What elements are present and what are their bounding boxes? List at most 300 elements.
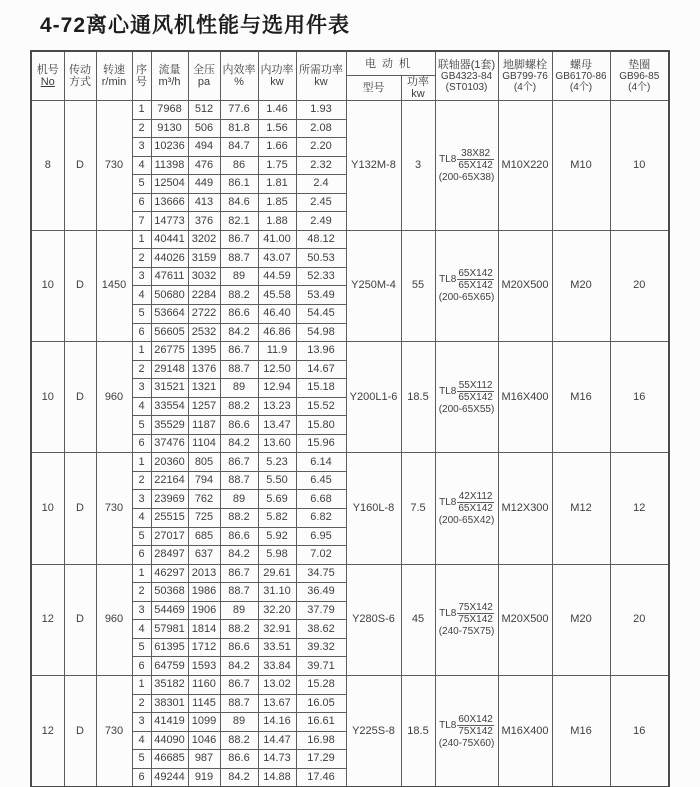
internal-power-cell: 1.75 [258,156,296,175]
seq-cell: 2 [132,249,151,268]
seq-cell: 1 [132,230,151,249]
speed-cell: 960 [96,564,132,675]
seq-cell: 2 [132,360,151,379]
pressure-cell: 1593 [188,657,220,676]
washer-cell: 20 [610,230,669,341]
coupling-designation: TL8 $\frac{42X112}{65X142}$ [439,491,493,515]
motor-model-cell: Y160L-8 [346,453,401,564]
internal-power-cell: 1.88 [258,212,296,231]
pressure-cell: 506 [188,119,220,138]
required-power-cell: 15.18 [296,379,346,398]
efficiency-cell: 86.7 [220,675,258,694]
internal-power-cell: 1.46 [258,101,296,120]
pressure-cell: 762 [188,490,220,509]
required-power-cell: 2.45 [296,193,346,212]
coupling-note: (200-65X38) [438,171,495,183]
required-power-cell: 36.49 [296,583,346,602]
pressure-cell: 1395 [188,342,220,361]
motor-model-cell: Y132M-8 [346,101,401,231]
washer-cell: 20 [610,564,669,675]
pressure-cell: 637 [188,546,220,565]
col-header-coupling: 联轴器(1套) GB4323-84 (ST0103) [435,51,498,101]
flow-cell: 7968 [151,101,188,120]
efficiency-cell: 89 [220,713,258,732]
efficiency-cell: 88.7 [220,249,258,268]
seq-cell: 3 [132,601,151,620]
pressure-cell: 1145 [188,694,220,713]
efficiency-cell: 88.2 [220,397,258,416]
required-power-cell: 2.49 [296,212,346,231]
efficiency-cell: 84.2 [220,657,258,676]
required-power-cell: 15.52 [296,397,346,416]
table-row [31,342,669,361]
speed-cell: 730 [96,453,132,564]
anchor-bolt-cell: M16X400 [498,675,552,787]
pressure-cell: 494 [188,138,220,157]
flow-cell: 26775 [151,342,188,361]
coupling-cell [435,230,498,341]
internal-power-cell: 5.23 [258,453,296,472]
required-power-cell: 2.32 [296,156,346,175]
col-header-motor-model: 型号 [346,76,401,101]
efficiency-cell: 84.2 [220,323,258,342]
pressure-cell: 1814 [188,620,220,639]
table-row [31,101,669,120]
flow-cell: 38301 [151,694,188,713]
flow-cell: 23969 [151,490,188,509]
flow-cell: 54469 [151,601,188,620]
required-power-cell: 17.29 [296,750,346,769]
seq-cell: 1 [132,101,151,120]
seq-cell: 4 [132,156,151,175]
internal-power-cell: 5.69 [258,490,296,509]
efficiency-cell: 88.7 [220,471,258,490]
flow-cell: 28497 [151,546,188,565]
motor-power-cell: 18.5 [401,675,435,787]
coupling-note: (200-65X55) [438,403,495,415]
internal-power-cell: 43.07 [258,249,296,268]
required-power-cell: 38.62 [296,620,346,639]
seq-cell: 1 [132,453,151,472]
required-power-cell: 50.53 [296,249,346,268]
col-header-washer: 垫圈 GB96-85 (4个) [610,51,669,101]
seq-cell: 4 [132,509,151,528]
internal-power-cell: 11.9 [258,342,296,361]
flow-cell: 10236 [151,138,188,157]
internal-power-cell: 13.02 [258,675,296,694]
efficiency-cell: 86.6 [220,638,258,657]
internal-power-cell: 46.40 [258,305,296,324]
required-power-cell: 2.4 [296,175,346,194]
motor-power-cell: 45 [401,564,435,675]
efficiency-cell: 86 [220,156,258,175]
col-header-pressure: 全压 pa [188,51,220,101]
required-power-cell: 2.08 [296,119,346,138]
required-power-cell: 14.67 [296,360,346,379]
required-power-cell: 17.46 [296,768,346,787]
internal-power-cell: 14.47 [258,731,296,750]
motor-power-cell: 7.5 [401,453,435,564]
seq-cell: 2 [132,471,151,490]
internal-power-cell: 29.61 [258,564,296,583]
speed-cell: 730 [96,101,132,231]
flow-cell: 46297 [151,564,188,583]
seq-cell: 6 [132,657,151,676]
col-header-motor-group: 电动机 [346,51,435,76]
seq-cell: 3 [132,490,151,509]
anchor-bolt-cell: M16X400 [498,342,552,453]
internal-power-cell: 13.67 [258,694,296,713]
pressure-cell: 2722 [188,305,220,324]
seq-cell: 6 [132,546,151,565]
drive-cell: D [64,101,96,231]
col-header-anchor-bolt: 地脚螺栓 GB799-76 (4个) [498,51,552,101]
washer-cell: 16 [610,342,669,453]
coupling-designation: TL8 $\frac{65X142}{65X142}$ [439,268,493,292]
col-header-nut: 螺母 GB6170-86 (4个) [552,51,610,101]
seq-cell: 3 [132,138,151,157]
pressure-cell: 1187 [188,416,220,435]
required-power-cell: 6.82 [296,509,346,528]
efficiency-cell: 84.7 [220,138,258,157]
flow-cell: 47611 [151,267,188,286]
washer-cell: 12 [610,453,669,564]
required-power-cell: 16.98 [296,731,346,750]
efficiency-cell: 89 [220,267,258,286]
flow-cell: 14773 [151,212,188,231]
coupling-note: (240-75X75) [438,626,495,638]
seq-cell: 3 [132,267,151,286]
required-power-cell: 16.05 [296,694,346,713]
pressure-cell: 805 [188,453,220,472]
nut-cell: M20 [552,564,610,675]
required-power-cell: 52.33 [296,267,346,286]
seq-cell: 4 [132,286,151,305]
col-header-flow: 流量 m³/h [151,51,188,101]
table-row [31,564,669,583]
internal-power-cell: 1.56 [258,119,296,138]
internal-power-cell: 1.81 [258,175,296,194]
seq-cell: 5 [132,416,151,435]
efficiency-cell: 86.7 [220,230,258,249]
seq-cell: 4 [132,397,151,416]
seq-cell: 6 [132,193,151,212]
col-header-seq: 序 号 [132,51,151,101]
required-power-cell: 15.80 [296,416,346,435]
seq-cell: 6 [132,434,151,453]
flow-cell: 49244 [151,768,188,787]
flow-cell: 9130 [151,119,188,138]
coupling-cell [435,564,498,675]
coupling-designation: TL8 $\frac{38X82}{65X142}$ [439,147,493,171]
efficiency-cell: 86.6 [220,750,258,769]
pressure-cell: 919 [188,768,220,787]
pressure-cell: 1160 [188,675,220,694]
internal-power-cell: 5.98 [258,546,296,565]
header-row-1 [31,51,669,76]
anchor-bolt-cell: M12X300 [498,453,552,564]
required-power-cell: 6.95 [296,527,346,546]
pressure-cell: 2284 [188,286,220,305]
internal-power-cell: 1.85 [258,193,296,212]
pressure-cell: 376 [188,212,220,231]
seq-cell: 6 [132,768,151,787]
anchor-bolt-cell: M20X500 [498,564,552,675]
speed-cell: 1450 [96,230,132,341]
seq-cell: 3 [132,713,151,732]
pressure-cell: 476 [188,156,220,175]
required-power-cell: 15.96 [296,434,346,453]
drive-cell: D [64,230,96,341]
pressure-cell: 1906 [188,601,220,620]
internal-power-cell: 14.73 [258,750,296,769]
required-power-cell: 6.45 [296,471,346,490]
internal-power-cell: 33.51 [258,638,296,657]
internal-power-cell: 12.94 [258,379,296,398]
pressure-cell: 1257 [188,397,220,416]
required-power-cell: 16.61 [296,713,346,732]
required-power-cell: 48.12 [296,230,346,249]
internal-power-cell: 5.92 [258,527,296,546]
seq-cell: 1 [132,564,151,583]
flow-cell: 44090 [151,731,188,750]
pressure-cell: 1321 [188,379,220,398]
flow-cell: 57981 [151,620,188,639]
pressure-cell: 3202 [188,230,220,249]
coupling-cell [435,101,498,231]
efficiency-cell: 84.2 [220,434,258,453]
efficiency-cell: 81.8 [220,119,258,138]
drive-cell: D [64,453,96,564]
flow-cell: 31521 [151,379,188,398]
internal-power-cell: 32.91 [258,620,296,639]
col-header-motor-power: 功率kw [401,76,435,101]
col-header-drive: 传动 方式 [64,51,96,101]
flow-cell: 27017 [151,527,188,546]
pressure-cell: 1712 [188,638,220,657]
motor-model-cell: Y200L1-6 [346,342,401,453]
internal-power-cell: 14.16 [258,713,296,732]
internal-power-cell: 12.50 [258,360,296,379]
seq-cell: 3 [132,379,151,398]
coupling-note: (240-75X60) [438,737,495,749]
efficiency-cell: 88.2 [220,731,258,750]
flow-cell: 56605 [151,323,188,342]
motor-model-cell: Y280S-6 [346,564,401,675]
internal-power-cell: 1.66 [258,138,296,157]
nut-cell: M12 [552,453,610,564]
seq-cell: 5 [132,638,151,657]
pressure-cell: 1046 [188,731,220,750]
seq-cell: 5 [132,175,151,194]
washer-cell: 10 [610,101,669,231]
motor-power-cell: 18.5 [401,342,435,453]
flow-cell: 37476 [151,434,188,453]
col-header-speed: 转速 r/min [96,51,132,101]
required-power-cell: 13.96 [296,342,346,361]
coupling-designation: TL8 $\frac{75X142}{75X142}$ [439,602,493,626]
internal-power-cell: 33.84 [258,657,296,676]
flow-cell: 44026 [151,249,188,268]
internal-power-cell: 31.10 [258,583,296,602]
required-power-cell: 7.02 [296,546,346,565]
col-header-internal-power: 内功率 kw [258,51,296,101]
efficiency-cell: 88.7 [220,583,258,602]
flow-cell: 11398 [151,156,188,175]
pressure-cell: 1099 [188,713,220,732]
flow-cell: 64759 [151,657,188,676]
fan-no-cell: 12 [31,675,64,787]
coupling-cell [435,453,498,564]
required-power-cell: 54.98 [296,323,346,342]
seq-cell: 5 [132,305,151,324]
seq-cell: 4 [132,731,151,750]
efficiency-cell: 88.2 [220,286,258,305]
efficiency-cell: 86.7 [220,453,258,472]
efficiency-cell: 82.1 [220,212,258,231]
internal-power-cell: 13.23 [258,397,296,416]
coupling-note: (200-65X42) [438,515,495,527]
required-power-cell: 37.79 [296,601,346,620]
efficiency-cell: 88.2 [220,509,258,528]
seq-cell: 5 [132,750,151,769]
fan-no-cell: 12 [31,564,64,675]
efficiency-cell: 86.7 [220,342,258,361]
nut-cell: M10 [552,101,610,231]
internal-power-cell: 5.82 [258,509,296,528]
fan-no-cell: 10 [31,342,64,453]
required-power-cell: 6.68 [296,490,346,509]
internal-power-cell: 13.60 [258,434,296,453]
coupling-cell [435,675,498,787]
flow-cell: 46685 [151,750,188,769]
pressure-cell: 1104 [188,434,220,453]
washer-cell: 16 [610,675,669,787]
efficiency-cell: 86.6 [220,305,258,324]
seq-cell: 7 [132,212,151,231]
internal-power-cell: 13.47 [258,416,296,435]
internal-power-cell: 41.00 [258,230,296,249]
anchor-bolt-cell: M20X500 [498,230,552,341]
page-title: 4-72离心通风机性能与选用件表 [40,14,351,37]
required-power-cell: 54.45 [296,305,346,324]
coupling-cell [435,342,498,453]
required-power-cell: 2.20 [296,138,346,157]
fan-no-cell: 8 [31,101,64,231]
seq-cell: 4 [132,620,151,639]
fan-no-cell: 10 [31,453,64,564]
table-header [31,51,669,101]
nut-cell: M16 [552,342,610,453]
pressure-cell: 449 [188,175,220,194]
pressure-cell: 413 [188,193,220,212]
required-power-cell: 1.93 [296,101,346,120]
internal-power-cell: 14.88 [258,768,296,787]
required-power-cell: 34.75 [296,564,346,583]
speed-cell: 960 [96,342,132,453]
required-power-cell: 15.28 [296,675,346,694]
required-power-cell: 39.71 [296,657,346,676]
flow-cell: 33554 [151,397,188,416]
anchor-bolt-cell: M10X220 [498,101,552,231]
pressure-cell: 3159 [188,249,220,268]
table-row [31,230,669,249]
efficiency-cell: 88.7 [220,694,258,713]
pressure-cell: 685 [188,527,220,546]
efficiency-cell: 88.2 [220,620,258,639]
flow-cell: 40441 [151,230,188,249]
seq-cell: 2 [132,583,151,602]
coupling-designation: TL8 $\frac{55X112}{65X142}$ [439,379,493,403]
flow-cell: 35182 [151,675,188,694]
drive-cell: D [64,342,96,453]
coupling-designation: TL8 $\frac{60X142}{75X142}$ [439,713,493,737]
pressure-cell: 3032 [188,267,220,286]
efficiency-cell: 89 [220,601,258,620]
nut-cell: M16 [552,675,610,787]
internal-power-cell: 45.58 [258,286,296,305]
drive-cell: D [64,675,96,787]
flow-cell: 61395 [151,638,188,657]
col-header-fan-no: 机号 No [31,51,64,101]
seq-cell: 5 [132,527,151,546]
coupling-note: (200-65X65) [438,292,495,304]
drive-cell: D [64,564,96,675]
pressure-cell: 987 [188,750,220,769]
pressure-cell: 2532 [188,323,220,342]
fan-no-cell: 10 [31,230,64,341]
seq-cell: 1 [132,342,151,361]
motor-power-cell: 3 [401,101,435,231]
pressure-cell: 794 [188,471,220,490]
pressure-cell: 512 [188,101,220,120]
table-body [31,101,669,787]
seq-cell: 6 [132,323,151,342]
flow-cell: 53664 [151,305,188,324]
motor-power-cell: 55 [401,230,435,341]
nut-cell: M20 [552,230,610,341]
seq-cell: 1 [132,675,151,694]
efficiency-cell: 86.7 [220,564,258,583]
flow-cell: 22164 [151,471,188,490]
efficiency-cell: 86.6 [220,416,258,435]
internal-power-cell: 46.86 [258,323,296,342]
efficiency-cell: 86.6 [220,527,258,546]
table-row [31,675,669,694]
motor-model-cell: Y250M-4 [346,230,401,341]
pressure-cell: 1986 [188,583,220,602]
flow-cell: 13666 [151,193,188,212]
motor-model-cell: Y225S-8 [346,675,401,787]
efficiency-cell: 89 [220,490,258,509]
table-row [31,453,669,472]
efficiency-cell: 86.1 [220,175,258,194]
pressure-cell: 1376 [188,360,220,379]
flow-cell: 29148 [151,360,188,379]
flow-cell: 25515 [151,509,188,528]
efficiency-cell: 88.7 [220,360,258,379]
flow-cell: 41419 [151,713,188,732]
required-power-cell: 53.49 [296,286,346,305]
col-header-efficiency: 内效率 % [220,51,258,101]
required-power-cell: 39.32 [296,638,346,657]
pressure-cell: 725 [188,509,220,528]
flow-cell: 50680 [151,286,188,305]
flow-cell: 12504 [151,175,188,194]
flow-cell: 50368 [151,583,188,602]
col-header-required-power: 所需功率 kw [296,51,346,101]
internal-power-cell: 5.50 [258,471,296,490]
